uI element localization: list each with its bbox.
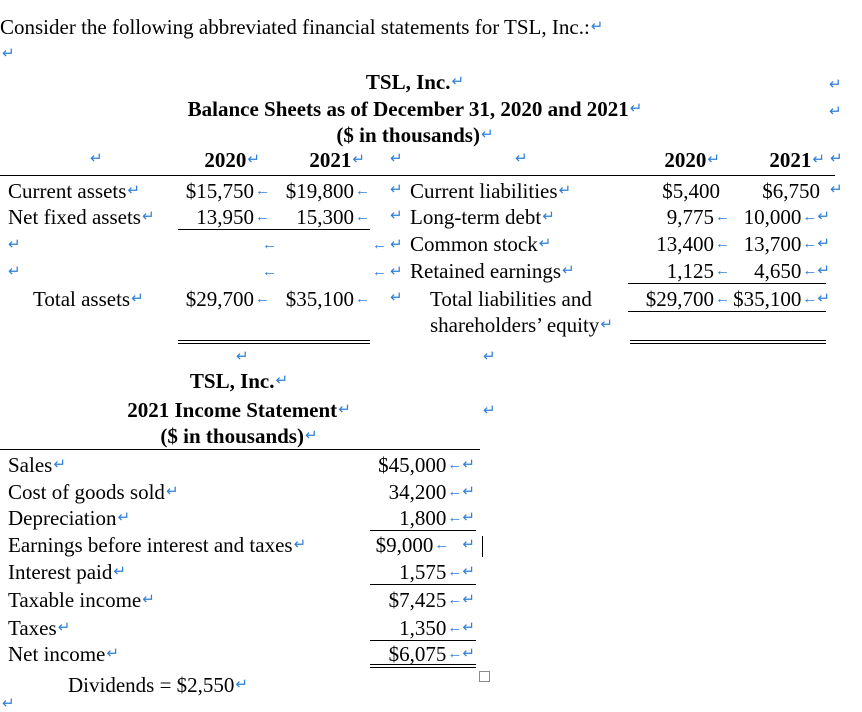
liab-2020-cs: 13,400← xyxy=(656,232,730,256)
total-assets-2021: $35,100← xyxy=(285,287,370,311)
cell-mark-icon: ↵ xyxy=(515,151,528,167)
is-value-taxes: 1,350←↵ xyxy=(399,616,475,640)
total-assets-2020: $29,700← xyxy=(185,287,270,311)
cell-mark-icon: ↵ xyxy=(483,403,496,419)
liab-2021-cs: 13,700←↵ xyxy=(743,232,830,256)
is-label-taxable: Taxable income↵ xyxy=(8,588,155,612)
total-liab-2021: $35,100←↵ xyxy=(733,287,830,311)
liab-label-cs: Common stock↵ xyxy=(410,232,552,256)
is-units: ($ in thousands)↵ xyxy=(160,424,318,448)
cell-mark-icon: ↵ xyxy=(830,151,843,167)
paragraph-mark-icon: ↵ xyxy=(2,46,15,62)
assets-total-double-rule xyxy=(178,340,370,344)
liab-total-double-rule xyxy=(630,340,826,344)
liab-2021-re: 4,650←↵ xyxy=(754,259,830,283)
liab-2020-re: 1,125← xyxy=(666,259,730,283)
cell-mark-icon: ← xyxy=(262,237,277,253)
cell-mark-icon: ↵ xyxy=(390,237,403,253)
liab-label-re: Retained earnings↵ xyxy=(410,259,575,283)
is-header-rule xyxy=(0,449,480,450)
bs-units: ($ in thousands)↵ xyxy=(336,123,494,147)
paragraph-mark-icon: ↵ xyxy=(2,696,15,712)
total-liab-label-1: Total liabilities and xyxy=(430,287,592,311)
is-value-cogs: 34,200←↵ xyxy=(388,480,475,504)
asset-2020-current: $15,750← xyxy=(185,179,270,203)
cell-mark-icon: ↵ xyxy=(390,290,403,306)
paragraph-mark-icon: ↵ xyxy=(829,104,842,120)
liab-label-current: Current liabilities↵ xyxy=(410,179,572,203)
liab-2020-ltd: 9,775← xyxy=(666,205,730,229)
is-label-depreciation: Depreciation↵ xyxy=(8,506,131,530)
is-label-sales: Sales↵ xyxy=(8,453,66,477)
bs-col-2020-right: 2020↵ xyxy=(664,148,720,172)
bs-col-2021-right: 2021↵ xyxy=(769,148,825,172)
liab-label-ltd: Long-term debt↵ xyxy=(410,205,555,229)
is-label-taxes: Taxes↵ xyxy=(8,616,71,640)
is-value-interest: 1,575←↵ xyxy=(399,560,475,584)
bs-header-rule xyxy=(0,175,835,176)
bs-col-2021-left: 2021↵ xyxy=(309,148,365,172)
cell-mark-icon: ↵ xyxy=(390,208,403,224)
cell-mark-icon: ↵ xyxy=(8,264,21,280)
bs-title: Balance Sheets as of December 31, 2020 and 2021↵ xyxy=(187,97,643,121)
liab-total-rule xyxy=(628,311,826,312)
is-value-ebit: $9,000← ↵ xyxy=(375,533,475,557)
cell-mark-icon: ↵ xyxy=(830,182,843,198)
is-rule-1 xyxy=(370,530,476,531)
bs-company: TSL, Inc.↵ xyxy=(365,70,465,94)
total-liab-2020: $29,700← xyxy=(645,287,730,311)
dividends-text: Dividends = $2,550↵ xyxy=(68,673,248,697)
cell-mark-icon: ↵ xyxy=(390,151,403,167)
intro-text: Consider the following abbreviated financial statements for TSL, Inc.:↵ xyxy=(0,15,604,39)
cell-mark-icon: ← xyxy=(372,264,387,280)
is-label-cogs: Cost of goods sold↵ xyxy=(8,480,179,504)
paragraph-mark-icon: ↵ xyxy=(236,349,249,365)
liab-2020-current: $5,400 xyxy=(662,179,720,203)
text-cursor xyxy=(482,536,483,557)
table-resize-handle[interactable] xyxy=(479,671,490,682)
is-company: TSL, Inc.↵ xyxy=(189,369,289,393)
cell-mark-icon: ← xyxy=(372,237,387,253)
liab-subtotal-rule xyxy=(628,283,826,284)
is-value-taxable: $7,425←↵ xyxy=(388,588,475,612)
cell-mark-icon: ↵ xyxy=(90,151,103,167)
is-value-depreciation: 1,800←↵ xyxy=(399,506,475,530)
asset-label-fixed: Net fixed assets↵ xyxy=(8,205,155,229)
asset-label-current: Current assets↵ xyxy=(8,179,140,203)
is-value-sales: $45,000←↵ xyxy=(378,453,475,477)
paragraph-mark-icon: ↵ xyxy=(829,77,842,93)
assets-subtotal-rule xyxy=(178,229,370,230)
total-assets-label: Total assets↵ xyxy=(33,287,144,311)
is-net-income-double-rule xyxy=(370,664,476,668)
is-rule-3 xyxy=(370,640,476,641)
cell-mark-icon: ← xyxy=(262,264,277,280)
liab-2021-current: $6,750 xyxy=(762,179,820,203)
is-label-ebit: Earnings before interest and taxes↵ xyxy=(8,533,307,557)
cell-mark-icon: ↵ xyxy=(390,182,403,198)
is-label-interest: Interest paid↵ xyxy=(8,560,126,584)
is-rule-2 xyxy=(370,584,476,585)
total-liab-label-2: shareholders’ equity↵ xyxy=(430,313,613,337)
cell-mark-icon: ↵ xyxy=(8,237,21,253)
cell-mark-icon: ↵ xyxy=(390,264,403,280)
asset-2021-current: $19,800← xyxy=(285,179,370,203)
asset-2021-fixed: 15,300← xyxy=(296,205,370,229)
bs-col-2020-left: 2020↵ xyxy=(204,148,260,172)
liab-2021-ltd: 10,000←↵ xyxy=(743,205,830,229)
is-value-net-income: $6,075←↵ xyxy=(388,642,475,666)
paragraph-mark-icon: ↵ xyxy=(483,349,496,365)
is-title: 2021 Income Statement↵ xyxy=(127,398,351,422)
is-label-net-income: Net income↵ xyxy=(8,642,119,666)
asset-2020-fixed: 13,950← xyxy=(196,205,270,229)
